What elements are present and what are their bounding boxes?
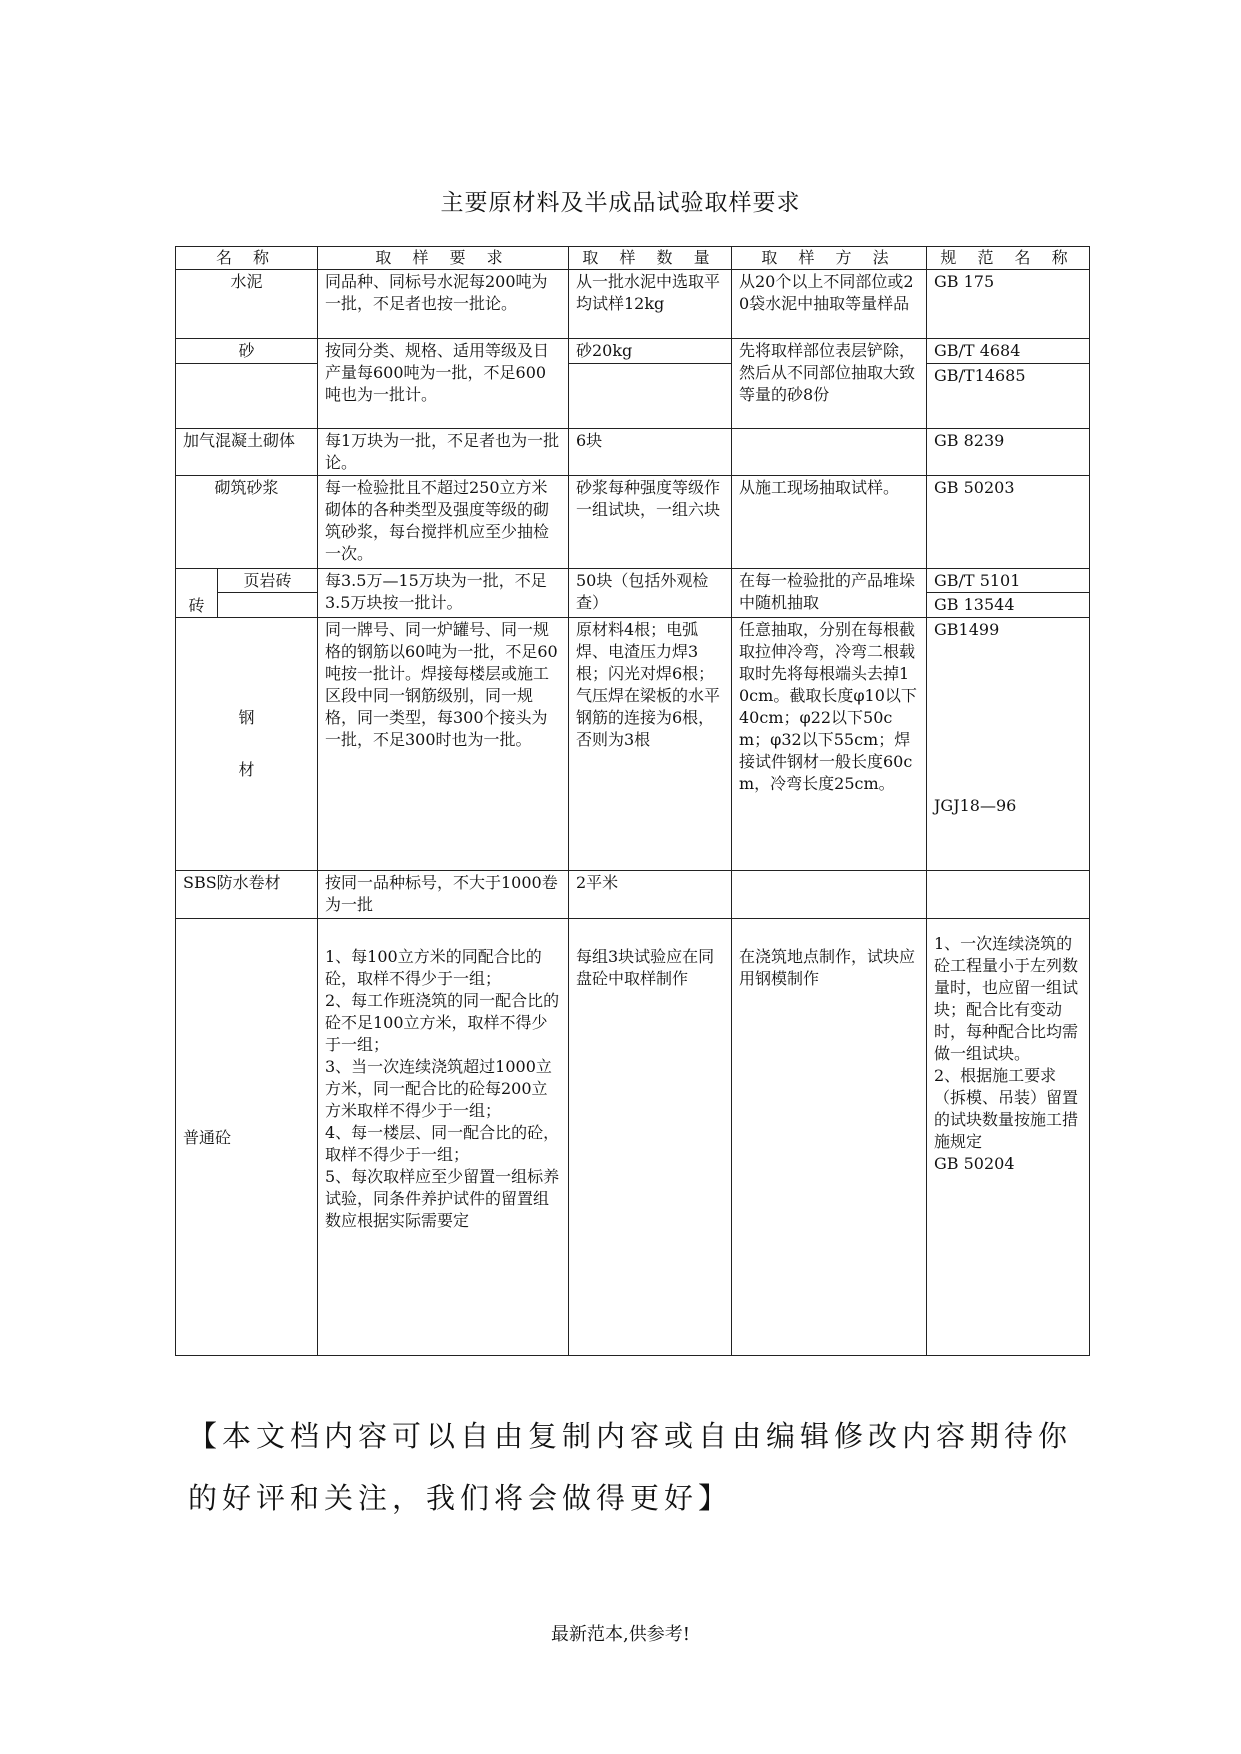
sampling-quantity [569, 919, 732, 1356]
header-method: 取 样 方 法 [732, 247, 927, 270]
notice-text: 【本文档内容可以自由复制内容或自由编辑修改内容期待你的好评和关注，我们将会做得更好】 [188, 1419, 1073, 1515]
sampling-requirement: 按同一品种标号，不大于1000卷为一批 [318, 870, 569, 919]
sampling-quantity: 2平米 [569, 870, 732, 919]
spacer [739, 920, 919, 946]
spacer [325, 920, 561, 946]
standard-name [927, 870, 1090, 919]
material-name: 砌筑砂浆 [176, 475, 318, 568]
sampling-requirement: 每一检验批且不超过250立方米砌体的各种类型及强度等级的砌筑砂浆，每台搅拌机应至少抽检一次。 [318, 475, 569, 568]
standard-name: GB/T 5101 [927, 569, 1090, 593]
footer-text: 最新范本,供参考! [551, 1624, 690, 1645]
sampling-method: 任意抽取，分别在每根截取拉伸冷弯，冷弯二根载取时先将每根端头去掉10cm。截取长度φ10以下40cm；φ22以下50cm；φ32以下55cm；焊接试件钢材一般长度60cm，冷弯长度25cm。 [732, 617, 927, 870]
sampling-requirement: 同品种、同标号水泥每200吨为一批，不足者也按一批论。 [318, 270, 569, 339]
sampling-method: 从施工现场抽取试样。 [732, 475, 927, 568]
material-name: 钢 材 [176, 617, 318, 870]
spacer [576, 920, 724, 946]
empty-cell [218, 593, 318, 617]
sampling-requirement [318, 919, 569, 1356]
sampling-method [732, 429, 927, 476]
empty-cell [569, 364, 732, 429]
standard-name: GB/T14685 [927, 364, 1090, 429]
material-name: 加气混凝土砌体 [176, 429, 318, 476]
table-row [176, 569, 1090, 593]
requirement-text: 1、每100立方米的同配合比的砼，取样不得少于一组； 2、每工作班浇筑的同一配合比的砼不足100立方米，取样不得少于一组； 3、当一次连续浇筑超过1000立方米，同一配合比的砼每200立方米取样不得少于一组； 4、每一楼层、同一配合比的砼，取样不得少于一组； 5、每次取样应至少留置一组标养试验，同条件养护试件的留置组数应根据实际需要定 [325, 947, 560, 1231]
standard-line: GB1499 [934, 619, 1000, 639]
sampling-quantity: 原材料4根；电弧焊、电渣压力焊3根；闪光对焊6根；气压焊在梁板的水平钢筋的连接为6根，否则为3根 [569, 617, 732, 870]
table-row [176, 919, 1090, 1356]
material-group: 砖 [176, 569, 218, 618]
sampling-method: 在每一检验批的产品堆垛中随机抽取 [732, 569, 927, 618]
standard-name [927, 617, 1090, 870]
header-standard: 规 范 名 称 [927, 247, 1090, 270]
spacer [934, 641, 1082, 795]
sampling-requirement: 每3.5万—15万块为一批，不足3.5万块按一批计。 [318, 569, 569, 618]
standard-name: GB 175 [927, 270, 1090, 339]
standard-name: GB 50203 [927, 475, 1090, 568]
sampling-quantity: 砂浆每种强度等级作一组试块，一组六块 [569, 475, 732, 568]
sampling-quantity: 6块 [569, 429, 732, 476]
sampling-quantity: 50块（包括外观检查） [569, 569, 732, 618]
method-text: 在浇筑地点制作，试块应用钢模制作 [739, 947, 916, 989]
table-row [176, 870, 1090, 919]
sampling-table [175, 246, 1090, 1356]
standard-line: JGJ18—96 [934, 795, 1017, 815]
sampling-quantity: 从一批水泥中选取平均试样12kg [569, 270, 732, 339]
table-row [176, 364, 1090, 429]
material-name: 页岩砖 [218, 569, 318, 593]
sampling-quantity: 砂20kg [569, 339, 732, 364]
sampling-method: 从20个以上不同部位或20袋水泥中抽取等量样品 [732, 270, 927, 339]
sampling-requirement: 按同分类、规格、适用等级及日产量每600吨为一批，不足600吨也为一批计。 [318, 339, 569, 429]
standard-name: GB 13544 [927, 593, 1090, 617]
header-name: 名 称 [176, 247, 318, 270]
sampling-requirement: 同一牌号、同一炉罐号、同一规格的钢筋以60吨为一批，不足60吨按一批计。焊接每楼层或施工区段中同一钢筋级别，同一规格，同一类型，每300个接头为一批，不足300时也为一批。 [318, 617, 569, 870]
material-name: 水泥 [176, 270, 318, 339]
quantity-text: 每组3块试验应在同盘砼中取样制作 [576, 947, 715, 989]
standard-name: GB/T 4684 [927, 339, 1090, 364]
header-requirement: 取 样 要 求 [318, 247, 569, 270]
table-row [176, 475, 1090, 568]
page-title: 主要原材料及半成品试验取样要求 [440, 190, 801, 216]
material-name: SBS防水卷材 [176, 870, 318, 919]
table-row [176, 339, 1090, 364]
sampling-requirement: 每1万块为一批，不足者也为一批论。 [318, 429, 569, 476]
material-name: 普通砼 [176, 919, 318, 1356]
sampling-method [732, 870, 927, 919]
table-header-row [176, 247, 1090, 270]
sampling-method [732, 919, 927, 1356]
table-row [176, 429, 1090, 476]
header-quantity: 取 样 数 量 [569, 247, 732, 270]
standard-name: 1、一次连续浇筑的砼工程量小于左列数量时，也应留一组试块；配合比有变动时，每种配合比均需做一组试块。 2、根据施工要求（拆模、吊装）留置的试块数量按施工措施规定 GB 50204 [927, 919, 1090, 1356]
table-row [176, 270, 1090, 339]
empty-cell [176, 364, 318, 429]
sampling-method: 先将取样部位表层铲除，然后从不同部位抽取大致等量的砂8份 [732, 339, 927, 429]
standard-name: GB 8239 [927, 429, 1090, 476]
table-row [176, 617, 1090, 870]
material-name: 砂 [176, 339, 318, 364]
